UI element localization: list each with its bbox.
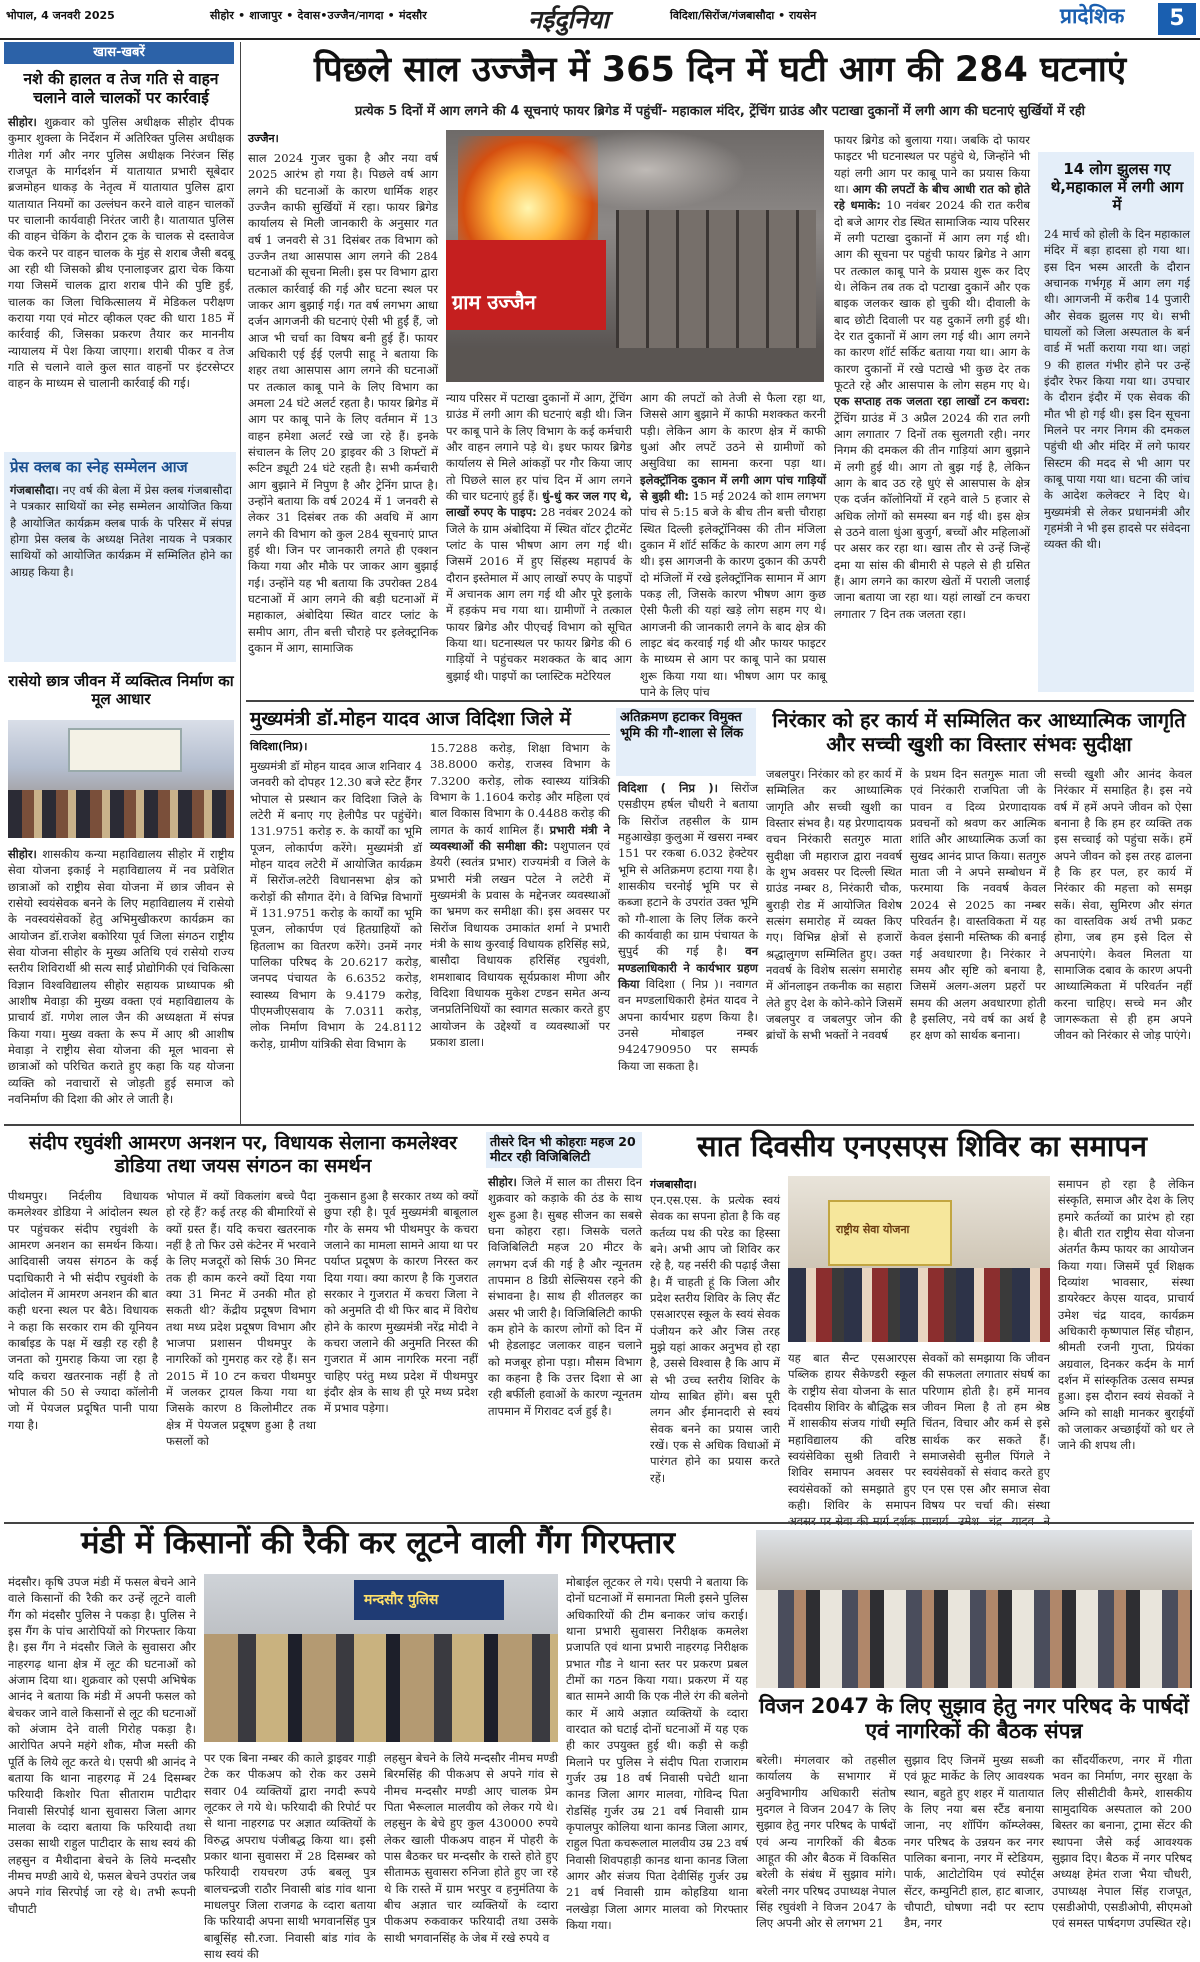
students-row	[8, 790, 234, 838]
smoke	[546, 130, 746, 210]
meeting-photo	[756, 1530, 1192, 1688]
brief-dateline-1: सीहोर।	[8, 115, 37, 129]
lead-dateline: उज्जैन।	[248, 132, 279, 145]
edition-cities-right: विदिशा/सिरोंज/गंजबासौदा • रायसेन	[670, 9, 817, 22]
police-banner	[354, 1580, 504, 1620]
weather-text: जिले में साल का तीसरा दिन शुक्रवार को कड़ाके की ठंड के साथ शुरू हुआ है। सुबह सीजन का सबसे घना कोहरा रहा। जिसके चलते विजिबिलिटी महज 20 मीटर के लगभग दर्ज की गई है और न्यूनतम तापमान 8 डिग्री सेल्सियस रहने की संभावना है। साथ ही शीतलहर का असर भी जारी है। विजिबिलिटी काफी कम होने के कारण लोगों को दिन में भी हेडलाइट जलाकर वाहन चलाने को मजबूर होना पड़ा। मौसम विभाग का कहना है कि उत्तर दिशा से आ रही बर्फीली हवाओं के कारण न्यूनतम तापमान में गिरावट दर्ज हुई है।	[488, 1175, 643, 1418]
forest-officer-subhead: वन मण्डलाधिकारी ने कार्यभार ग्रहण किया	[618, 944, 759, 991]
brief-text-2: नए वर्ष की बेला में प्रेस क्लब गंजबासौदा ने पत्रकार साथियों का स्नेह सम्मेलन आयोजित किया है आयोजित कार्यक्रम क्लब पार्क के परिसर में संपन्न होगा प्रेस क्लब के अध्यक्ष नितेश नायक ने पत्रकार साथियों को आयोजित कार्यक्रम में सम्मिलित होने का आग्रह किया है।	[10, 483, 232, 579]
edition-date: भोपाल, 4 जनवरी 2025	[6, 9, 115, 22]
brief-body-1	[8, 114, 234, 446]
nss-banner	[828, 1200, 952, 1266]
nirankar-headline: निरंकार को हर कार्य में सम्मिलित कर आध्यात्मिक जागृति और सच्ची खुशी का विस्तार संभवः सुदीक्षा	[772, 708, 1186, 756]
encroach-body	[618, 780, 758, 1108]
brief-headline-2: प्रेस क्लब का स्नेह सम्मेलन आज	[10, 458, 188, 476]
signboard-text: ग्राम उज्जैन	[452, 290, 536, 314]
lead-col2-text-b: 28 नवंबर 2024 को जिले के ग्राम अंबोदिया में स्थित वॉटर ट्रीटमेंट प्लांट के पास भीषण आग लग गई थी। जिसमें 2016 में हुए सिंहस्थ महापर्व के दौरान इस्तेमाल में आए लाखों रुपए के पाइपों में अचानक आग लग गई थी और पूरे इलाके में हड़कंप मच गया था। ग्रामीणों ने तत्काल फायर ब्रिगेड और पीएचई विभाग को सूचित किया था। घटनास्थल पर फायर ब्रिगेड की 6 गाड़ियों ने पहुंचकर मशक्कत के बाद आग बुझाई थी। पाइपों का प्लास्टिक मटेरियल	[446, 505, 633, 683]
police-banner-text: मन्दसौर पुलिस	[364, 1592, 439, 1608]
brief-body-3	[8, 846, 234, 1146]
nirankar-body-3: सच्ची खुशी और आनंद केवल निरंकार में समाहित है। इस नये वर्ष में हमें अपने जीवन को ऐसा बनाना है कि हम हर व्यक्ति तक इस सच्चाई को पहुंचा सकें। हमें अपने जीवन को इस तरह ढालना है कि हर पल, हर कार्य में निरंकार की महत्ता को समझ सकें। सेवा, सुमिरण और संगत का वास्तविक अर्थ तभी प्रकट होगा, जब हम इसे दिल से अपनाएंगे। केवल मिलता या सामाजिक दबाव के कारण अपनी आध्यात्मिकता में परिवर्तन नहीं करना चाहिए। सच्चे मन और जागरूकता से ही हम अपने जीवन को निरंकार से जोड़ पाएंगे।	[1054, 767, 1192, 1043]
nirankar-body-2: के प्रथम दिन सतगुरू माता जी एवं निरंकारी राजपिता जी के पावन व दिव्य प्रेरणादायक प्रवचनों को श्रवण कर आत्मिक शांति और आध्यात्मिक ऊर्जा का सुखद आनंद प्राप्त किया। सतगुरु माता जी ने अपने सम्बोधन में फरमाया कि नववर्ष केवल 2024 से 2025 का नम्बर परिवर्तन है। वास्तविकता में यह केवल इंसानी मस्तिष्क की बनाई गई अवधारणा है। निरंकार ने समय और सृष्टि को बनाया है, जिसमें अलग-अलग प्रहरों पर समय की अलग अवधारणा होती है इसलिए, नये वर्ष का अर्थ है हर क्षण को सार्थक बनाना।	[910, 767, 1046, 1043]
cm-body-2	[430, 740, 610, 1108]
shop-shutters	[616, 210, 816, 370]
section-divider-2	[4, 1124, 1194, 1126]
brief-dateline-3: सीहोर।	[8, 847, 37, 861]
encroach-headline: अतिक्रमण हटाकर विमुक्त भूमि की गौ-शाला से लिंक	[620, 710, 744, 741]
hunger-body-3: नुकसान हुआ है सरकार तथ्य को क्यों छुपा रही है। पूर्व मुख्यमंत्री बाबूलाल गौर के समय भी पीथमपुर के कचरा जलाने का मामला सामने आया था पर पर्याप्त प्रदूषण के कारण निरस्त कर दिया गया। क्या कारण है कि गुजरात सरकार ने गुजरात में कचरा जिला ने को अनुमति दी थी फिर बाद में विरोध होने के कारण मुख्यमंत्री नरेंद्र मोदी ने कचरा जलाने की अनुमति निरस्त की गुजरात में आम नागरिक मरना नहीं चाहिए परंतु मध्य प्रदेश में पीथमपुर इंदौर क्षेत्र के साथ ही पूरे मध्य प्रदेश में प्रभाव पड़ेगा।	[324, 1189, 478, 1416]
brief-dateline-2: गंजबासौदा।	[10, 483, 59, 497]
fire-photo	[446, 130, 824, 382]
cm-headline: मुख्यमंत्री डॉ.मोहन यादव आज विदिशा जिले में	[250, 708, 571, 730]
lead-col3-subhead: इलेक्ट्रॉनिक दुकान में लगी आग पांच गाड़ियों से बुझी थी:	[640, 472, 826, 503]
building-signboard	[446, 240, 606, 330]
lead-col4-subhead-2: एक सप्ताह तक जलता रहा लाखों टन कचरा:	[834, 394, 1030, 409]
gang-body-3: लहसुन बेचने के लिये मन्दसौर नीमच मण्डी बिरमसिंह की पीकअप से अपने गांव से नीमच मन्दसौर मण्डी आए चालक प्रेम पिता भैरूलाल मालवीय को लेकर गये थे। लहसुन के बेचे हुए कुल 430000 रुपये लेकर खाली पीकअप वाहन में पोहरी के पास बैठकर घर मन्दसौर के रास्ते होते हुए सीतामऊ सुवासरा रुनिजा होते हुए जा रहे थे कि रास्ते में ग्राम भरपुर व हनुमंतिया के बीच अज्ञात चार व्यक्तियों के व्दारा पीकअप रुकवाकर फरियादी तथा उसके साथी भगवानसिंह के जेब में रखे रुपये व	[384, 1751, 558, 1945]
gang-body-4: मोबाईल लूटकर ले गये। एसपी ने बताया कि दोनों घटनाओं में समानता मिली इसने पुलिस अधिकारियों की टीम बनाकर जांच कराई। थाना प्रभारी सुवासरा निरीक्षक कमलेश प्रजापति एवं थाना प्रभारी नाहरगढ़ निरीक्षक प्रभात गौड ने थाना स्तर पर प्रकरण प्रबल टीमों का गठन किया गया। प्रकरण में यह बात सामने आयी कि एक नीले रंग की बलेनो कार में आये अज्ञात व्यक्तियों के व्दारा वारदात को घटाई दोनों घटनाओं में यह एक ही कार उपयुक्त हुई थी। कड़ी से कड़ी मिलाने पर पुलिस ने संदीप पिता राजाराम गुर्जर उम्र 18 वर्ष निवासी पचेटी थाना कानड जिला आगर मालवा, गोविन्द पिता रोडसिंह गुर्जर उम्र 21 वर्ष निवासी ग्राम कृपालपुर कोलिया थाना कानड जिला आगर, राहुल पिता कचरूलाल मालवीय उम्र 23 वर्ष निवासी शिवपहाड़ी कानड थाना कानड जिला आगर और संजय पिता देवीसिंह गुर्जर उम्र 21 वर्ष निवासी ग्राम कोहडिया थाना नलखेड़ा जिला आगर मालवा को गिरफ्तार किया गया।	[566, 1575, 748, 1932]
cm-subhead: प्रभारी मंत्री ने व्यवस्थाओं की समीक्षा की:	[430, 822, 611, 853]
brief-body-2	[10, 482, 232, 654]
lead-col3-text-b: 15 मई 2024 को शाम लगभग पांच से 5:15 बजे के बीच तीन बत्ती चौराहा स्थित दिल्ली इलेक्ट्रॉनिक्स की तीन मंजिला दुकान में शॉर्ट सर्किट के कारण आग लग गई थी। इस आगजनी के कारण दुकान की ऊपरी दो मंजिलों में रखे इलेक्ट्रॉनिक सामान में आग पकड़ ली, जिसके कारण भीषण आग कुछ ऐसी फैली की यहां खड़े लोग सहम गए थे। आगजनी की जानकारी लगने के बाद क्षेत्र की लाइट बंद करवाई गई थी और फायर फाइटर के माध्यम से आग पर काबू पाने का प्रयास शुरू किया गया था। भीषण आग पर काबू पाने के लिए पांच	[640, 488, 826, 699]
lead-col4-text: फायर ब्रिगेड को बुलाया गया। जबकि दो फायर फाइटर भी घटनास्थल पर पहुंचे थे, जिन्होंने भी यहां लगी आग पर काबू पाने का प्रयास किया था।	[834, 133, 1030, 196]
cm-body-2-text: 15.7288 करोड़, शिक्षा विभाग के 38.8000 करोड़, राजस्व विभाग के 7.3200 करोड़, लोक स्वास्थ्य यांत्रिकी विभाग के 1.1604 करोड़ और महिला एवं बाल विकास विभाग के 0.4488 करोड़ की लागत के कार्य शामिल हैं।	[430, 741, 610, 837]
lead-column-2	[446, 390, 632, 696]
hunger-body-1: पीथमपुर। निर्दलीय विधायक कमलेश्वर डोडिया ने आंदोलन स्थल पर पहुंचकर संदीप रघुवंशी के आमरण अनशन का समर्थन किया। आदिवासी जयस संगठन के कई पदाधिकारी ने भी संदीप रघुवंशी के आंदोलन में आमरण अनशन की बात कही धरना स्थल पर बैठे। विधायक ने कहा कि सरकार राम की यूनियन कार्बाइड के पक्ष में खड़ी रह रही है जनता को गुमराह किया जा रहा है यदि कचरा खतरनाक नहीं है तो भोपाल की 50 से ज्यादा कॉलोनी जो में पेयजल प्रदूषित पानी पाया गया है।	[8, 1189, 158, 1432]
nss-banner-text: राष्ट्रीय सेवा योजना	[836, 1223, 910, 1236]
lead-col3-text: आग की लपटों को तेजी से फैला रहा था, जिससे आग बुझाने में काफी मशक्कत करनी पड़ी। लेकिन आग के कारण क्षेत्र में काफी धुआं और लपटें उठने से ग्रामीणों को असुविधा का सामना करना पड़ा था।	[640, 391, 826, 471]
lead-column-1: साल 2024 गुजर चुका है और नया वर्ष 2025 आरंभ हो गया है। पिछले वर्ष आग लगने की घटनाओं के कारण धार्मिक शहर उज्जैन काफी सुर्खियों में रहा। फायर ब्रिगेड कार्यालय से मिली जानकारी के अनुसार गत वर्ष 1 जनवरी से 31 दिसंबर तक विभाग को उज्जैन तथा आसपास आग लगने की 284 घटनाओं की सूचना मिली। इस पर विभाग द्वारा तत्काल कार्रवाई की गई और घटना स्थल पर जाकर आग बुझाई गई। गत वर्ष लगभग आधा दर्जन आगजनी की घटनाएं ऐसी भी हुईं हैं, जो आज भी चर्चा का विषय बनी हुई हैं। फायर अधिकारी एई ईई एलपी साहू ने बताया कि शहर तथा आसपास आग लगने की घटनाओं पर तत्काल काबू पाने के लिए विभाग का अमला 24 घंटे अलर्ट रहता है। फायर ब्रिगेड में आग पर काबू पाने के लिए वर्तमान में 13 वाहन हमेशा अलर्ट रखे जा रहे हैं। इनके संचालन के लिए 20 ड्राइवर की 3 शिफ्टों में रूटिन ड्यूटी 24 घंटे रहती है। सभी कर्मचारी आग बुझाने में निपुण है और ट्रेनिंग प्राप्त है। उन्होंने बताया कि वर्ष 2024 में 1 जनवरी से लेकर 31 दिसंबर तक की अवधि में आग लगने की विभाग को कुल 284 सूचनाएं प्राप्त हुई थी। जिन पर जानकारी लगते ही एक्शन किया गया और मौके पर जाकर आग बुझाई गई। उन्होंने यह भी बताया कि उपरोक्त 284 घटनाओं में आग लगने की बड़ी घटनाओं में महाकाल, अंबोदिया स्थित वाटर प्लांट के समीप आग, तीन बत्ती चौराहे पर इलेक्ट्रानिक दुकान में आग, सामाजिक	[248, 151, 438, 655]
column-rule	[240, 42, 241, 1124]
briefs-label: खास-खबरें	[4, 42, 234, 64]
nss-body-3: सेवकों को समझाया कि जीवन की सफलता लगातार संघर्ष का परिणाम होती है। हमें मानव जीवन मिला है तो हम श्रेष्ठ चिंतन, विचार और कर्म से इसे सार्थक कर सकते हैं। समाजसेवी सुनील पिंगले ने स्वयंसेवकों से संवाद करते हुए एन एस एस और समाज सेवा विषय पर चर्चा की। संस्था	[922, 1351, 1050, 1512]
vision-body-2: सुझाव दिए जिनमें मुख्य सब्जी एवं फ्रूट मार्केट के लिए आवश्यक स्थान, बहुते हुए शहर में यातायात के लिए नया बस स्टैंड बनाया जाना, नए शॉपिंग कॉम्प्लेक्स, नगर परिषद के उन्नयन कर नगर पालिका बनाना, नगर में स्टेडियम, पार्क, आटोटोयिम एवं स्पोर्ट्स सेंटर, कम्युनिटी हाल, हाट बाजार, चौपाटी, घोषणा नदी पर स्टाप डैम, नगर	[904, 1753, 1044, 1931]
cm-dateline: विदिशा(निप्र)।	[250, 740, 308, 753]
sidebox-headline: 14 लोग झुलस गए थे,महाकाल में लगी आग में	[1050, 160, 1184, 214]
lead-col4-text-b: 10 नवंबर 2024 की रात करीब दो बजे आगर रोड स्थित सामाजिक न्याय परिसर में लगी पटाखा दुकानों में आग लग गई थी। आग की सूचना पर पहुंची फायर ब्रिगेड ने आग पर तत्काल काबू पाने के प्रयास शुरू कर दिए थे। लेकिन तब तक दो पटाखा दुकानें और एक बाइक जलकर खाक हो चुकी थी। दीवाली के बाद छोटी दिवाली पर यह दुकानें लगी हुई थी। देर रात दुकानों में आग लग गई थी। आग लगने का कारण शॉर्ट सर्किट बताया गया था। आग के कारण दुकानों में रखे पटाखे भी कुछ देर तक फूटते रहे और आसपास के लोग सहम गए थे।	[834, 198, 1030, 392]
page-number: 5	[1158, 3, 1196, 35]
lead-deck: प्रत्येक 5 दिनों में आग लगने की 4 सूचनाएं फायर ब्रिगेड में पहुंचीं- महाकाल मंदिर, ट्रेंचिंग ग्राउंड और पटाखा दुकानों में लगी आग की घटनाएं सुर्खियों में रही	[355, 104, 1085, 119]
nss-body-4: समापन हो रहा है लेकिन संस्कृति, समाज और देश के लिए हमारे कर्तव्यों का प्रारंभ हो रहा है। बीती रात राष्ट्रीय सेवा योजना अंतर्गत कैम्प फायर का आयोजन किया गया। जिसमें पूर्व शिक्षक दिव्यांश भावसार, संस्था डायरेक्टर केएस यादव, प्राचार्य उमेश चंद्र यादव, कार्यक्रम अधिकारी कृष्णपाल सिंह चौहान, श्रीमती रजनी गुप्ता, प्रियंका अग्रवाल, दिनकर कर्दम के मार्ग दर्शन में सांस्कृतिक उत्सव सम्पन्न हुआ। इस दौरान स्वयं सेवकों ने अग्नि को साक्षी मानकर बुराईयों को जलाकर अच्छाईयों को धर ले जाने की शपथ ली।	[1058, 1177, 1194, 1453]
nss-body-2: यह बात सैन्ट एसआरएस पब्लिक हायर सैकेण्डरी स्कूल के राष्ट्रीय सेवा योजना के सात दिवसीय शिविर के बौद्धिक सत्र में शासकीय संजय गांधी स्मृति महाविद्यालय की वरिष्ठ स्वयंसेविका सुश्री तिवारी ने शिविर समापन अवसर पर स्वयंसेवकों को समझाते हुए कही। शिविर के समापन	[788, 1351, 916, 1512]
gang-body-1: मंदसौर। कृषि उपज मंडी में फसल बेचने आने वाले किसानों की रैकी कर उन्हें लूटने वाली गैंग को मंदसौर पुलिस ने पकड़ा है। पुलिस ने इस गैंग के पांच आरोपियों को गिरफ्तार किया है। इस गैंग ने मंदसौर जिले के सुवासरा और नाहरगढ़ थाना क्षेत्र में लूट की घटनाओं को अंजाम दिया था। शुक्रवार को एसपी अभिषेक आनंद ने बताया कि मंडी में अपनी फसल को बेचकर जाने वाले किसानों से लूट की घटनाओं को अंजाम देने वाली गिरोह पकड़ा है। आरोपित अपने महंगे शौक, मौज मस्ती की पूर्ति के लिये लूट करते थे। एसपी श्री आनंद ने बताया कि थाना नाहरगढ़ में 24 दिसम्बर फरियादी किशोर पिता सीताराम पाटीदार निवासी सिरपोई थाना सुवासरा जिला आगर मालवा के व्दारा बताया कि फरियादी तथा उसका साथी राहुल पाटीदार के साथ स्वयं की लहसुन व मैथीदाना बेचने के लिये मन्दसौर नीमच मण्डी आये थे, फसल बेचने उपरांत जब अपने गांव सिरपोई जा रहे थे। तभी रूपनी चौपाटी	[8, 1575, 196, 1916]
meeting-attendees	[756, 1590, 1192, 1688]
section-divider-3	[4, 1522, 1194, 1524]
nss-dateline: गंजबासौदा।	[650, 1178, 697, 1191]
nss-college-photo	[8, 720, 234, 838]
lead-col2-subhead: धुं-धुं कर जल गए थे, लाखों रुपए के पाइप:	[446, 488, 632, 520]
vision-body-3: का सौंदर्यीकरण, नगर में गीता भवन का निर्माण, नगर सुरक्षा के लिए सीसीटीवी कैमरे, शासकीय सामुदायिक अस्पताल को 200 बिस्तर का बनाना, ट्रामा सेंटर की स्थापना जैसे कई आवश्यक सुझाव दिए। बैठक में नगर परिषद अध्यक्ष हेमंत राजा भैया चौधरी, उपाध्यक्ष नेपाल सिंह राजपूत, एसडीओपी, एसडीओपी, सीएमओ एवं समस्त पार्षदगण उपस्थित रहे।	[1052, 1753, 1192, 1931]
brief-text-3: शासकीय कन्या महाविद्यालय सीहोर में राष्ट्रीय सेवा योजना इकाई ने महाविद्यालय में नव प्रवेशित छात्राओं को राष्ट्रीय सेवा योजना में छात्र जीवन से रासेयो स्वयंसेवक बनने के लिए महाविद्यालय में रासेयो के नवस्वयंसेवकों हेतु अभिमुखीकरण कार्यक्रम का आयोजन डॉ.राजेश बकोरिया पूर्व जिला संगठन राष्ट्रीय सेवा योजना सीहोर के मुख्य अतिथि एवं रासेयो राज्य स्तरीय शिविरार्थी श्री सत्य साईं प्रोद्योगिकी एवं चिकित्सा विज्ञान विश्वविद्यालय सीहोर सहायक प्राध्यापक श्री आशीष मेवाड़ा की मुख्य वक्ता एवं महाविद्यालय के प्राचार्य डॉ. गणेश लाल जैन की अध्यक्षता में संपन्न किया गया। मुख्य वक्ता के रूप में आए श्री आशीष मेवाड़ा ने राष्ट्रीय सेवा योजना की मूल भावना से छात्राओं को परिचित कराते हुए कहा कि यह योजना व्यक्ति को नवाचारों से जोड़ती हुई समाज को नवनिर्माण की दिशा की ओर ले जाती है।	[8, 847, 234, 1106]
weather-dateline: सीहोर।	[488, 1175, 517, 1189]
police-officers-row	[204, 1634, 558, 1742]
brief-headline-3: रासेयो छात्र जीवन में व्यक्तित्व निर्माण का मूल आधार	[8, 672, 234, 708]
nss-headline: सात दिवसीय एनएसएस शिविर का समापन	[696, 1129, 1148, 1163]
sidebox-body: 24 मार्च को होली के दिन महाकाल मंदिर में बड़ा हादसा हो गया था। इस दिन भस्म आरती के दौरान अचानक गर्भगृह में आग लग गई थी। आगजनी में करीब 14 पुजारी और सेवक झुलस गए थे। सभी घायलों को जिला अस्पताल के बर्न वार्ड में भर्ती कराया गया था। जहां 9 की हालत गंभीर होने पर उन्हें इंदौर रेफर किया गया था। उपचार के दौरान इंदौर में एक सेवक की मौत भी हो गई थी। इस दिन सूचना मिलने पर नगर निगम की दमकल पहुंची थी और मंदिर में लगे फायर सिस्टम की मदद से भी आग पर काबू पाया गया था। घटना की जांच के आदेश कलेक्टर ने दिए थे। मुख्यमंत्री से लेकर प्रधानमंत्री और गृहमंत्री ने भी इस हादसे पर संवेदना व्यक्त की थी।	[1044, 227, 1190, 552]
nirankar-body-1: जबलपुर। निरंकार को हर कार्य में सम्मिलित कर आध्यात्मिक जागृति और सच्ची खुशी का विस्तार संभव है। यह प्रेरणादायक वचन निरंकारी सतगुरु माता सुदीक्षा जी महाराज द्वारा नववर्ष के शुभ अवसर पर दिल्ली स्थित ग्राउंड नम्बर 8, निरंकारी चौक, बुराड़ी रोड में आयोजित विशेष सत्संग समारोह में व्यक्त किए गए। विभिन्न क्षेत्रों से हजारों श्रद्धालुगण सम्मिलित हुए। उक्त नववर्ष के विशेष सत्संग समारोह में ऑनलाइन तकनीक का सहारा लेते हुए देश के कोने-कोने जिसमें जबलपुर व जबलपुर जोन की ब्रांचों के सभी भक्तों ने नववर्ष	[766, 767, 902, 1043]
lead-col2-text: न्याय परिसर में पटाखा दुकानों में आग, ट्रेंचिंग ग्राउंड में लगी आग की घटनाएं बड़ी थी। जिन पर काबू पाने के लिए विभाग के कई कर्मचारी और वाहन लगाने पड़े थे। इधर फायर ब्रिगेड कार्यालय से मिले आंकड़ों पर गौर किया जाए तो पिछले साल हर पांच दिन में आग लगने की चार घटनाएं हुई हैं।	[446, 391, 632, 503]
brief-text-1: शुक्रवार को पुलिस अधीक्षक सीहोर दीपक कुमार शुक्ला के निर्देशन में अतिरिक्त पुलिस अधीक्षक गीतेश गर्ग और नगर पुलिस अधीक्षक निरंजन सिंह राजपूत के मार्गदर्शन में यातायात प्रभारी सूबेदार ब्रजमोहन धाकड़ के नेतृत्व में यातायात पुलिस द्वारा यातायात नियमों का उल्लंघन करने वाले वाहन चालकों पर चालानी कार्यवाही निरंतर जारी है। यातायात पुलिस की वाहन चेकिंग के दौरान ट्रक के चालक से दस्तावेज चेक करने पर वाहन चालक के मुंह से शराब जैसी बदबू आ रही थी जिसको ब्रीथ एनालाइजर द्वारा चेक किया गया जिसमें चालक द्वारा शराब पीने की पुष्टि हुई, चालक का जिला चिकित्सालय में मेडिकल परीक्षण कराया गया एवं मोटर व्हीकल एक्ट की धारा 185 में कार्रवाई की, जिसका प्रकरण तैयार कर माननीय न्यायालय में पेश किया जाएगा। शराबी पीकर व तेज गति से चलाने वाले कुल सात वाहनों पर इंटरसेप्टर वाहन के माध्यम से चालानी कार्रवाई की गई।	[8, 115, 234, 391]
encroach-text: सिरोंज एसडीएम हर्षल चौधरी ने बताया कि सिरोंज तहसील के ग्राम महुआखेड़ा कुलुआ में खसरा नम्बर 151 पर रकबा 6.032 हेक्टेयर भूमि से अतिक्रमण हटाया गया है। शासकीय चरनोई भूमि पर से कब्जा हटाने के उपरांत उक्त भूमि को गौ-शाला के लिए लिंक करने की कार्यवाही का ग्राम पंचायत के सुपुर्द की गई है।	[618, 781, 759, 959]
hunger-headline: संदीप रघुवंशी आमरण अनशन पर, विधायक सेलाना कमलेश्वर डोडिया तथा जयस संगठन का समर्थन	[28, 1132, 457, 1177]
police-press-photo	[204, 1574, 558, 1742]
gang-body-2: पर एक बिना नम्बर की काले ड्राइवर गाड़ी टेक कर पीकअप को रोक कर उसमे सवार 04 व्यक्तियों द्वारा नगदी रूपये लूटकर ले गये थे। फरियादी की रिपोर्ट पर से थाना नाहरगढ पर अज्ञात व्यक्तियों के विरुद्ध अपराध पंजीबद्ध किया था। इसी प्रकार थाना सुवासरा में 28 दिसम्बर को फरियादी रायचरण उर्फ बबलू पुत्र बालचन्द्रजी राठौर निवासी बांड गांव थाना माधलपुर जिला राजगढ के व्दारा बताया कि फरियादी अपना साथी भगवानसिंह पुत्र बाबूसिंह सौ.रजा. निवासी बांड गांव के साथ स्वयं की	[204, 1751, 376, 1961]
weather-body	[488, 1174, 642, 1518]
street	[446, 348, 824, 382]
cm-body-1: मुख्यमंत्री डॉ मोहन यादव आज शनिवार 4 जनवरी को दोपहर 12.30 बजे स्टेट हैंगर भोपाल से प्रस्थान कर विदिशा जिले के लटेरी में बनाए गए हेलीपैड पर पहुंचेंगे। 131.9751 करोड़ रु. के कार्यों का भूमि पूजन, लोकार्पण करेंगे। मुख्यमंत्री डॉ मोहन यादव लटेरी में आयोजित कार्यक्रम में सिरोंज-लटेरी विधानसभा क्षेत्र को करोड़ों की सौगात देंगे। वे विभिन्न विभागों में 131.9751 करोड़ के कार्यों का भूमि पूजन, लोकार्पण एवं हितग्राहियों को हितलाभ का वितरण करेंगे। उनमें नगर पालिका परिषद के 20.6217 करोड़, जनपद पंचायत के 6.6352 करोड़, स्वास्थ्य विभाग के 9.4179 करोड़, पीएमजीएसवाय के 7.0311 करोड़, लोक निर्माण विभाग के 24.8112 करोड़, ग्रामीण यांत्रिकी सेवा विभाग के	[250, 759, 422, 1051]
forest-officer-text: विदिशा ( निप्र )। नवागत वन मण्डलाधिकारी हेमंत यादव ने अपना कार्यभार ग्रहण किया है। उनसे मोबाइल नम्बर 9424790950 पर सम्पर्क किया जा सकता है।	[618, 976, 758, 1073]
lead-headline: पिछले साल उज्जैन में 365 दिन में घटी आग की 284 घटनाएं	[313, 50, 1127, 90]
students-group	[788, 1268, 1050, 1342]
vision-headline: विजन 2047 के लिए सुझाव हेतु नगर परिषद के पार्षदों एवं नागरिकों की बैठक संपन्न	[759, 1694, 1189, 1744]
lead-col4-subhead: आग की लपटों के बीच आधी रात को होते रहे धमाके:	[834, 181, 1031, 213]
section-divider	[246, 700, 1194, 702]
nss-camp-photo	[788, 1176, 1050, 1342]
cm-body-3-text: पशुपालन एवं डेयरी (स्वतंत्र प्रभार) राज्यमंत्री व जिले के प्रभारी मंत्री लखन पटेल ने लटेरी में मुख्यमंत्री के प्रवास के मद्देनजर व्यवस्थाओं का भ्रमण कर समीक्षा की। इस अवसर पर सिरोंज विधायक उमाकांत शर्मा ने प्रभारी मंत्री के साथ कुरवाई विधायक हरिसिंह सप्रे, बासौदा विधायक हरिसिंह रघुवंशी, शमशाबाद विधायक सूर्यप्रकाश मीणा और विदिशा विधायक मुकेश टण्डन समेत अन्य जनप्रतिनिधियों का स्वागत सत्कार करते हुए आयोजन के उद्देश्यों व व्यवस्थाओं पर प्रकाश डाला।	[430, 838, 611, 1049]
edition-cities-left: सीहोर • शाजापुर • देवास•उज्जैन/नागदा • मंदसौर	[210, 9, 427, 22]
encroach-dateline: विदिशा ( निप्र )।	[618, 781, 719, 795]
nss-body-1: एन.एस.एस. के प्रत्येक स्वयं सेवक का सपना होता है कि वह कर्तव्य पथ की परेड का हिस्सा बने। अभी आप जो शिविर कर रहे है, यह नर्सरी की पढ़ाई जैसा है। मैं चाहती हूं कि जिला और प्रदेश स्तरीय शिविर के लिए सैंट एसआरएस स्कूल के स्वयं सेवक पंजीयन करे और जिस तरह मुझे यहां आकर अनुभव हो रहा है, उससे विश्वास है कि आप में से भी उच्च स्तरीय शिविर के योग्य साबित होंगे। बस पूरी लगन और ईमानदारी से स्वयं सेवक बनने का प्रयास जारी रखें। एक से अधिक विधाओं में पारंगत होने का प्रयास करते रहें।	[650, 1193, 780, 1485]
lead-column-3	[640, 390, 826, 699]
weather-headline: तीसरे दिन भी कोहराः महज 20 मीटर रही विजिबिलिटी	[490, 1134, 636, 1164]
section-name: प्रादेशिक	[1060, 4, 1125, 28]
lead-column-4	[834, 132, 1030, 696]
cm-rule	[250, 734, 610, 735]
hunger-body-2: भोपाल में क्यों विकलांग बच्चे पैदा हो रहे हैं? कई तरह की बीमारियों से क्यों ग्रस्त हैं। यदि कचरा खतरनाक नहीं है तो फिर उसे कंटेनर में भरवाने के लिए मजदूरों को सिर्फ 30 मिनट तक ही काम करने क्यों दिया गया क्या 31 मिनट में उनकी मौत हो सकती थी? केंद्रीय प्रदूषण विभाग तथा मध्य प्रदेश प्रदूषण विभाग और भाजपा प्रशासन पीथमपुर के नागरिकों को गुमराह कर रहे हैं। सन 2015 में 10 टन कचरा पीथमपुर में जलकर ट्रायल किया गया था जिसके कारण 8 किलोमीटर तक क्षेत्र में पेयजल प्रदूषण हुआ है तथा फसलों को	[166, 1189, 316, 1448]
brief-headline-1: नशे की हालत व तेज गति से वाहन चलाने वाले चालकों पर कार्रवाई	[23, 70, 219, 107]
masthead	[0, 0, 1200, 40]
vision-body-1: बरेली। मंगलवार को तहसील कार्यालय के सभागार में अनुविभागीय अधिकारी संतोष मुदगल ने विजन 2047 के लिए सुझाव हेतु नगर परिषद के पार्षदों एवं अन्य नागरिकों की बैठक आहूत की और बैठक में विकसित बरेली के संबंध में सुझाव मांगे। बरेली नगर परिषद उपाध्यक्ष नेपाल सिंह रघुवंशी ने विजन 2047 के लिए अपनी ओर से लगभग 21	[756, 1753, 896, 1931]
gang-headline: मंडी में किसानों की रैकी कर लूटने वाली गैंग गिरफ्तार	[80, 1525, 676, 1561]
college-banner	[68, 728, 182, 772]
newspaper-logo: नईदुनिया	[528, 5, 609, 34]
lead-col4-text-c: ट्रेंचिंग ग्राउंड में 3 अप्रैल 2024 की रात लगी आग लगातार 7 दिनों तक सुलगती रही। नगर निगम की दमकल की तीन गाड़ियां आग बुझाने में लगी हुई थी। आग तो बुझ गई है, लेकिन आग के बाद उठ रहे धुएं से आसपास के क्षेत्र एक दर्जन कॉलोनियों में रहने वाले 5 हजार से अधिक लोगों को समस्या बन गई थी। इस क्षेत्र से उठने वाला धुंआ बुजुर्ग, बच्चों और महिलाओं पर असर कर रहा था। खास तौर से उन्हें जिन्हें दमा या सांस की बीमारी से पहले से ही ग्रसित हैं। आग लगने का कारण खेतों में पराली जलाई जाना बताया जा रहा था। यहां लाखों टन कचरा लगातार 7 दिन तक जलता रहा।	[834, 410, 1030, 621]
